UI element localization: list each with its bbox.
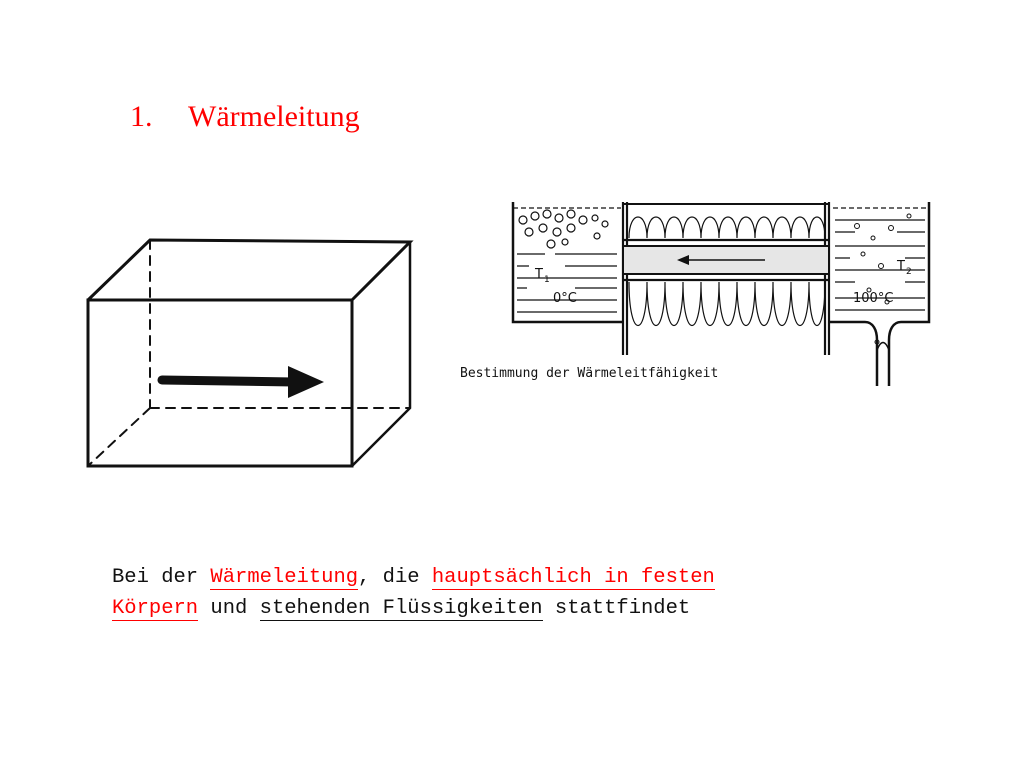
cube-top-face xyxy=(88,240,410,300)
arrow-right-icon xyxy=(162,366,324,398)
text-part-1: Bei der xyxy=(112,566,211,589)
text-part-3: und xyxy=(198,597,260,620)
link-hauptsaechlich[interactable]: hauptsächlich in festen xyxy=(431,566,715,589)
thermal-conductivity-apparatus-diagram xyxy=(505,190,945,390)
figure-caption: Bestimmung der Wärmeleitfähigkeit xyxy=(460,366,719,381)
bubbles xyxy=(855,214,912,344)
insulation-bottom xyxy=(629,282,825,326)
cube-right-edge xyxy=(352,242,410,466)
left-temp-subscript: 1 xyxy=(544,275,550,285)
link-koerpern[interactable]: Körpern xyxy=(112,597,199,620)
left-temp-symbol: T xyxy=(535,267,543,282)
slide-title xyxy=(130,100,360,134)
left-temperature: 0°C xyxy=(553,291,577,306)
text-part-4: stattfindet xyxy=(542,597,691,620)
right-temp-subscript: 2 xyxy=(906,267,912,277)
right-temperature: 100°C xyxy=(853,291,894,306)
link-waermeleitung[interactable]: Wärmeleitung xyxy=(210,566,359,589)
body-line-1 xyxy=(112,562,715,593)
heat-conduction-cube-diagram xyxy=(80,232,420,472)
body-paragraph xyxy=(112,562,715,624)
title-number: 1. xyxy=(130,100,153,133)
right-temp-symbol: T xyxy=(897,259,905,274)
ice-pieces xyxy=(519,210,608,248)
center-housing xyxy=(623,202,829,355)
title-text: Wärmeleitung xyxy=(188,100,360,133)
cube-hidden-edges xyxy=(88,240,410,466)
text-part-2: , die xyxy=(358,566,432,589)
body-line-2 xyxy=(112,593,715,624)
insulation-top xyxy=(629,217,825,238)
underlined-fluessigkeiten: stehenden Flüssigkeiten xyxy=(259,597,543,620)
